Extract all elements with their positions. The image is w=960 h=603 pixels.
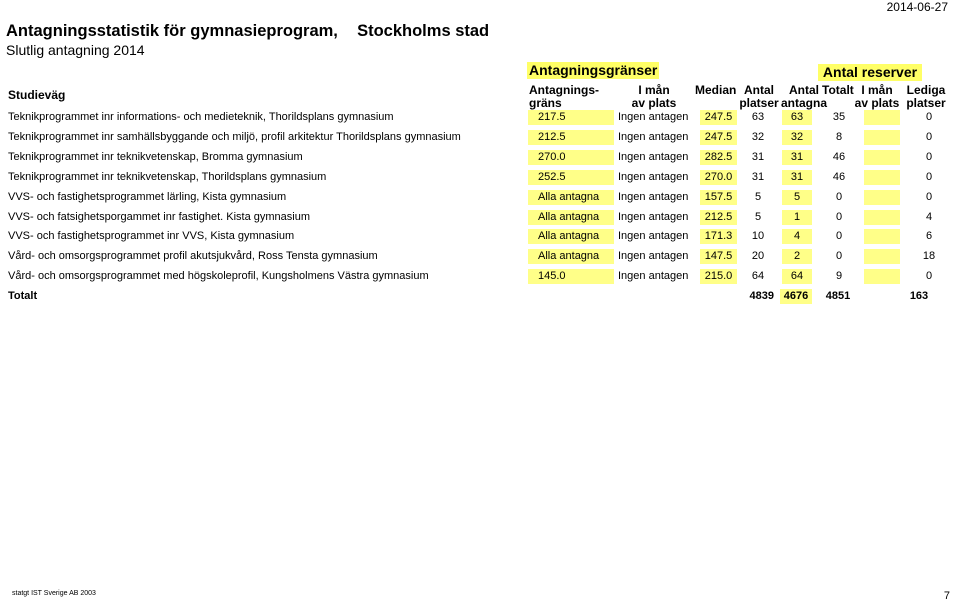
group-antal-reserver: Antal reserver bbox=[818, 64, 922, 81]
cell-program: Vård- och omsorgsprogrammet med högskoleprofil, Kungsholmens Västra gymnasium bbox=[8, 270, 429, 282]
cell-median: 270.0 bbox=[700, 170, 737, 185]
cell-iman: Ingen antagen bbox=[618, 270, 689, 282]
cell-platser: 5 bbox=[754, 191, 762, 203]
col-median: Median bbox=[695, 83, 737, 97]
cell-median: 247.5 bbox=[700, 130, 737, 145]
col-iman-line2: av plats bbox=[631, 96, 677, 110]
col-res-iman-line2: av plats bbox=[854, 96, 900, 110]
col-antal-platser bbox=[738, 84, 780, 110]
cell-grans: 252.5 bbox=[528, 170, 614, 185]
cell-iman: Ingen antagen bbox=[618, 111, 689, 123]
cell-res-iman bbox=[864, 170, 900, 185]
cell-iman: Ingen antagen bbox=[618, 211, 689, 223]
cell-platser: 31 bbox=[751, 171, 765, 183]
cell-grans: 145.0 bbox=[528, 269, 614, 284]
col-studievag: Studieväg bbox=[8, 88, 66, 102]
totals-antagna: 4676 bbox=[780, 289, 812, 304]
col-antal-antagna-line2: antagna bbox=[780, 96, 827, 110]
cell-platser: 5 bbox=[754, 211, 762, 223]
cell-platser: 20 bbox=[751, 250, 765, 262]
cell-grans: 212.5 bbox=[528, 130, 614, 145]
cell-platser: 32 bbox=[751, 131, 765, 143]
col-res-iman-line1: I mån bbox=[861, 83, 893, 97]
cell-grans: Alla antagna bbox=[528, 249, 614, 264]
cell-grans: Alla antagna bbox=[528, 210, 614, 225]
cell-lediga: 0 bbox=[925, 270, 933, 282]
cell-grans: 217.5 bbox=[528, 110, 614, 125]
cell-totalt: 9 bbox=[835, 270, 843, 282]
cell-totalt: 0 bbox=[835, 230, 843, 242]
title-right: Stockholms stad bbox=[357, 22, 490, 40]
cell-totalt: 46 bbox=[832, 151, 846, 163]
cell-grans: 270.0 bbox=[528, 150, 614, 165]
cell-iman: Ingen antagen bbox=[618, 191, 689, 203]
cell-res-iman bbox=[864, 190, 900, 205]
cell-antagna: 1 bbox=[782, 210, 812, 225]
col-lediga bbox=[904, 84, 948, 110]
cell-platser: 63 bbox=[751, 111, 765, 123]
footer-source: statgt IST Sverige AB 2003 bbox=[12, 590, 96, 597]
cell-lediga: 0 bbox=[925, 171, 933, 183]
cell-lediga: 0 bbox=[925, 111, 933, 123]
cell-median: 157.5 bbox=[700, 190, 737, 205]
cell-program: Teknikprogrammet inr samhällsbyggande och miljö, profil arkitektur Thorildsplans gymnasium bbox=[8, 131, 461, 143]
cell-program: VVS- och fatsighetsporgammet inr fastighet. Kista gymnasium bbox=[8, 211, 311, 223]
col-antal-platser-line2: platser bbox=[739, 96, 779, 110]
cell-lediga: 4 bbox=[925, 211, 933, 223]
report-date: 2014-06-27 bbox=[886, 0, 948, 14]
cell-res-iman bbox=[864, 150, 900, 165]
cell-lediga: 0 bbox=[925, 151, 933, 163]
cell-median: 147.5 bbox=[700, 249, 737, 264]
cell-platser: 31 bbox=[751, 151, 765, 163]
col-antal-antagna-line1: Antal bbox=[789, 83, 819, 97]
cell-lediga: 18 bbox=[922, 250, 936, 262]
col-antal-antagna bbox=[780, 84, 828, 110]
cell-grans: Alla antagna bbox=[528, 229, 614, 244]
totals-totalt: 4851 bbox=[825, 290, 851, 302]
cell-program: VVS- och fastighetsprogrammet inr VVS, Kista gymnasium bbox=[8, 230, 295, 242]
cell-res-iman bbox=[864, 130, 900, 145]
totals-lediga: 163 bbox=[909, 290, 929, 302]
cell-program: Vård- och omsorgsprogrammet profil akutsjukvård, Ross Tensta gymnasium bbox=[8, 250, 378, 262]
cell-median: 171.3 bbox=[700, 229, 737, 244]
page-subtitle: Slutlig antagning 2014 bbox=[6, 42, 145, 58]
cell-antagna: 32 bbox=[782, 130, 812, 145]
col-antagningsgrans bbox=[529, 84, 599, 110]
cell-program: Teknikprogrammet inr teknikvetenskap, Bromma gymnasium bbox=[8, 151, 303, 163]
cell-totalt: 0 bbox=[835, 211, 843, 223]
cell-antagna: 64 bbox=[782, 269, 812, 284]
cell-totalt: 35 bbox=[832, 111, 846, 123]
cell-iman: Ingen antagen bbox=[618, 250, 689, 262]
col-iman bbox=[624, 84, 684, 110]
cell-lediga: 0 bbox=[925, 191, 933, 203]
cell-lediga: 6 bbox=[925, 230, 933, 242]
cell-iman: Ingen antagen bbox=[618, 151, 689, 163]
cell-antagna: 4 bbox=[782, 229, 812, 244]
cell-program: VVS- och fastighetsprogrammet lärling, Kista gymnasium bbox=[8, 191, 287, 203]
totals-platser: 4839 bbox=[749, 290, 774, 302]
cell-res-iman bbox=[864, 210, 900, 225]
cell-res-iman bbox=[864, 269, 900, 284]
cell-totalt: 8 bbox=[835, 131, 843, 143]
cell-program: Teknikprogrammet inr informations- och medieteknik, Thorildsplans gymnasium bbox=[8, 111, 394, 123]
cell-totalt: 0 bbox=[835, 191, 843, 203]
col-res-iman bbox=[852, 84, 902, 110]
cell-res-iman bbox=[864, 229, 900, 244]
col-lediga-line1: Lediga bbox=[906, 83, 946, 97]
col-antagningsgrans-line1: Antagnings- bbox=[529, 83, 599, 97]
col-antagningsgrans-line2: gräns bbox=[529, 96, 562, 110]
cell-antagna: 5 bbox=[782, 190, 812, 205]
cell-median: 212.5 bbox=[700, 210, 737, 225]
cell-antagna: 31 bbox=[782, 170, 812, 185]
title-left: Antagningsstatistik för gymnasieprogram, bbox=[6, 22, 338, 40]
cell-grans: Alla antagna bbox=[528, 190, 614, 205]
cell-platser: 10 bbox=[751, 230, 765, 242]
cell-totalt: 0 bbox=[835, 250, 843, 262]
cell-median: 282.5 bbox=[700, 150, 737, 165]
totals-label: Totalt bbox=[8, 290, 38, 302]
cell-res-iman bbox=[864, 110, 900, 125]
cell-iman: Ingen antagen bbox=[618, 171, 689, 183]
col-lediga-line2: platser bbox=[906, 96, 946, 110]
cell-platser: 64 bbox=[751, 270, 765, 282]
cell-totalt: 46 bbox=[832, 171, 846, 183]
cell-lediga: 0 bbox=[925, 131, 933, 143]
group-antagningsgranser: Antagningsgränser bbox=[529, 62, 658, 78]
col-antal-platser-line1: Antal bbox=[744, 83, 774, 97]
cell-iman: Ingen antagen bbox=[618, 131, 689, 143]
cell-program: Teknikprogrammet inr teknikvetenskap, Thorildsplans gymnasium bbox=[8, 171, 327, 183]
cell-iman: Ingen antagen bbox=[618, 230, 689, 242]
cell-antagna: 2 bbox=[782, 249, 812, 264]
col-totalt: Totalt bbox=[822, 83, 854, 97]
col-iman-line1: I mån bbox=[638, 83, 670, 97]
cell-res-iman bbox=[864, 249, 900, 264]
cell-antagna: 63 bbox=[782, 110, 812, 125]
page-number: 7 bbox=[943, 590, 950, 602]
cell-antagna: 31 bbox=[782, 150, 812, 165]
cell-median: 247.5 bbox=[700, 110, 737, 125]
cell-median: 215.0 bbox=[700, 269, 737, 284]
page-title bbox=[6, 22, 489, 41]
